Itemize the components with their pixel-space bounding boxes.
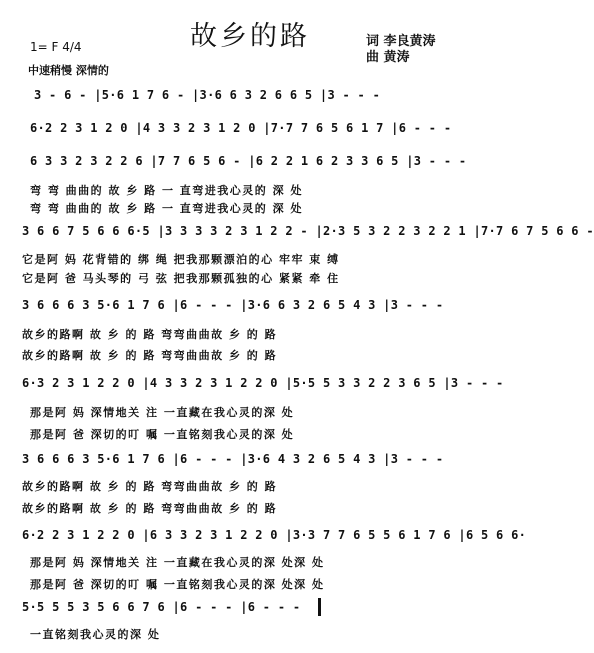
notation-line: 3 6 6 6 3 5·6 1 7 6 |6 - - - |3·6 6 3 2 6 5 4 3 |3 - - -: [22, 298, 444, 312]
lyric-verse-1: 那是阿 妈 深情地关 注 一直藏在我心灵的深 处: [30, 406, 295, 419]
lyric-verse-1: 那是阿 妈 深情地关 注 一直藏在我心灵的深 处深 处: [30, 556, 325, 569]
key-signature: 1= F 4/4: [30, 40, 82, 54]
notation-line: 6·3 2 3 1 2 2 0 |4 3 3 2 3 1 2 2 0 |5·5 5 3 3 2 2 3 6 5 |3 - - -: [22, 376, 504, 390]
lyric-verse-1: 一直铭刻我心灵的深 处: [30, 628, 161, 641]
lyricist-credit: 词 李良黄涛: [366, 34, 436, 49]
lyric-verse-2: 故乡的路啊 故 乡 的 路 弯弯曲曲故 乡 的 路: [22, 349, 278, 362]
lyric-verse-1: 它是阿 妈 花背错的 绑 绳 把我那颗漂泊的心 牢牢 束 缚: [22, 253, 340, 266]
lyric-verse-2: 那是阿 爸 深切的叮 嘱 一直铭刻我心灵的深 处深 处: [30, 578, 325, 591]
lyric-verse-2: 弯 弯 曲曲的 故 乡 路 一 直弯进我心灵的 深 处: [30, 202, 303, 215]
notation-line: 6 3 3 2 3 2 2 6 |7 7 6 5 6 - |6 2 2 1 6 2 3 3 6 5 |3 - - -: [30, 154, 467, 168]
lyric-verse-2: 故乡的路啊 故 乡 的 路 弯弯曲曲故 乡 的 路: [22, 502, 278, 515]
notation-line: 3 6 6 7 5 6 6 6·5 |3 3 3 3 2 3 1 2 2 - |2·3 5 3 2 2 3 2 2 1 |7·7 6 7 5 6 6 -: [22, 224, 594, 238]
composer-credit: 曲 黄涛: [366, 50, 410, 65]
final-barline: [318, 598, 321, 616]
notation-line: 6·2 2 3 1 2 2 0 |6 3 3 2 3 1 2 2 0 |3·3 7 7 6 5 5 6 1 7 6 |6 5 6 6·: [22, 528, 527, 542]
tempo-marking: 中速稍慢 深情的: [28, 64, 109, 77]
notation-line: 3 - 6 - |5·6 1 7 6 - |3·6 6 3 2 6 6 5 |3 - - -: [34, 88, 381, 102]
notation-line: 6·2 2 3 1 2 0 |4 3 3 2 3 1 2 0 |7·7 7 6 5 6 1 7 |6 - - -: [30, 121, 452, 135]
notation-line: 3 6 6 6 3 5·6 1 7 6 |6 - - - |3·6 4 3 2 6 5 4 3 |3 - - -: [22, 452, 444, 466]
lyric-verse-2: 那是阿 爸 深切的叮 嘱 一直铭刻我心灵的深 处: [30, 428, 295, 441]
lyric-verse-2: 它是阿 爸 马头琴的 弓 弦 把我那颗孤独的心 紧紧 牵 住: [22, 272, 340, 285]
song-title: 故乡的路: [190, 21, 310, 52]
lyric-verse-1: 故乡的路啊 故 乡 的 路 弯弯曲曲故 乡 的 路: [22, 480, 278, 493]
lyric-verse-1: 故乡的路啊 故 乡 的 路 弯弯曲曲故 乡 的 路: [22, 328, 278, 341]
notation-line: 5·5 5 5 3 5 6 6 7 6 |6 - - - |6 - - -: [22, 600, 301, 614]
lyric-verse-1: 弯 弯 曲曲的 故 乡 路 一 直弯进我心灵的 深 处: [30, 184, 303, 197]
